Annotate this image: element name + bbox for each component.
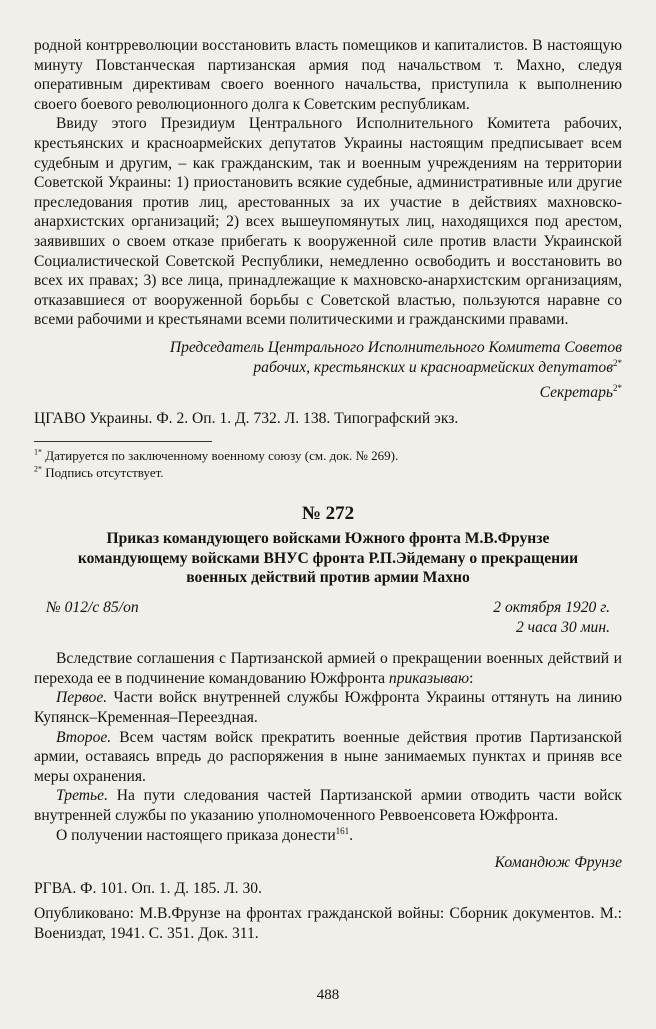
footnote-item [34,465,622,482]
order-intro-text: Вследствие соглашения с Партизанской армией о прекращении военных действий и перехода ее в подчинение командованию Южфронта [34,650,622,687]
order-intro [34,649,622,688]
chairman-signature-line2 [34,358,622,378]
page-content [34,36,622,944]
document-time: 2 часа 30 мин. [515,618,610,636]
document-ref: № 012/с 85/оп [46,599,139,617]
document-date: 2 октября 1920 г. [493,599,610,617]
footnote-marker: 2* [613,357,622,368]
footnote-marker: 2* [613,382,622,393]
continuation-paragraph: родной контрреволюции восстановить власть помещиков и капиталистов. В настоящую минуту Повстанческая партизанская армия под начальством т. Махно, следуя оперативным директивам своего военного начальства, приступила к выполнению своего боевого революционного долга к Советским республикам. [34,37,622,113]
footnote-text: Подпись отсутствует. [45,464,164,480]
footnote-divider [34,441,212,442]
secretary-signature-text: Секретарь [539,384,613,402]
footnote-marker: 161 [335,825,350,836]
chairman-signature-text: рабочих, крестьянских и красноармейских депутатов [253,358,613,376]
document-title: Приказ командующего войсками Южного фронта М.В.Фрунзе командующему войсками ВНУС фронта Р.П.Эйдеману о прекращении военных действий против армии Махно [77,530,579,587]
order-report-end: . [349,826,354,844]
footnote-mark: 1* [34,447,42,457]
decree-paragraph: Ввиду этого Президиум Центрального Исполнительного Комитета рабочих, крестьянских и красноармейских депутатов Украины настоящим предписывает всем судебным и другим, – как гражданским, так и военным учреждениям на территории Советской Украины: 1) приостановить всякие судебные, административные или другие преследования против лиц, арестованных за их участие в действиях махновско-анархистских организаций; 2) всех вышеупомянутых лиц, находящихся под арестом, заявивших о своем отказе прибегать к вооруженной силе против власти Украинской Социалистической Советской Республики, немедленно освободить и восстановить во всех их правах; 3) все лица, принадлежащие к махновско-анархистским организациям, отказавшиеся от вооруженной борьбы с Советской властью, пользуются наравне со всеми рабочими и крестьянами всеми политическими и гражданскими правами. [34,115,622,329]
secretary-signature [34,383,622,403]
order-point-label: Второе. [56,728,112,746]
order-report-text: О получении настоящего приказа донести [56,826,336,844]
footnote-text: Датируется по заключенному военному союзу (см. док. № 269). [45,448,399,464]
commander-signature: Командюж Фрунзе [494,854,622,872]
order-report-line [34,826,622,846]
order-point-text: Всем частям войск прекратить военные действия против Партизанской армии, оставаясь впредь до распоряжения в ныне занимаемых пунктах и приняв все меры охранения. [34,728,622,785]
order-point-third [34,786,622,825]
order-intro-end: : [469,669,474,687]
page-number: 488 [316,987,340,1003]
document-datetime [493,598,610,637]
footnote-mark: 2* [34,464,42,474]
order-point-text: На пути следования частей Партизанской армии отводить части войск внутренней службы по указанию уполномоченного Реввоенсовета Южфронта. [34,787,622,824]
chairman-signature [34,338,622,377]
footnote-item [34,448,622,465]
document-meta [34,598,622,637]
order-point-second [34,728,622,787]
order-archive-reference: РГВА. Ф. 101. Оп. 1. Д. 185. Л. 30. [34,879,262,897]
publication-reference: Опубликовано: М.В.Фрунзе на фронтах гражданской войны: Сборник документов. М.: Воениздат, 1941. С. 351. Док. 311. [34,905,622,942]
archive-reference: ЦГАВО Украины. Ф. 2. Оп. 1. Д. 732. Л. 138. Типографский экз. [34,409,459,427]
document-number: № 272 [301,503,355,525]
order-point-label: Третье. [56,787,108,805]
order-point-label: Первое. [56,689,108,707]
order-point-first [34,688,622,727]
order-intro-emphasis: приказываю [388,669,470,687]
chairman-signature-line1: Председатель Центрального Исполнительного Комитета Советов [169,338,622,356]
order-point-text: Части войск внутренней службы Южфронта Украины оттянуть на линию Купянск–Кременная–Переездная. [34,689,622,727]
